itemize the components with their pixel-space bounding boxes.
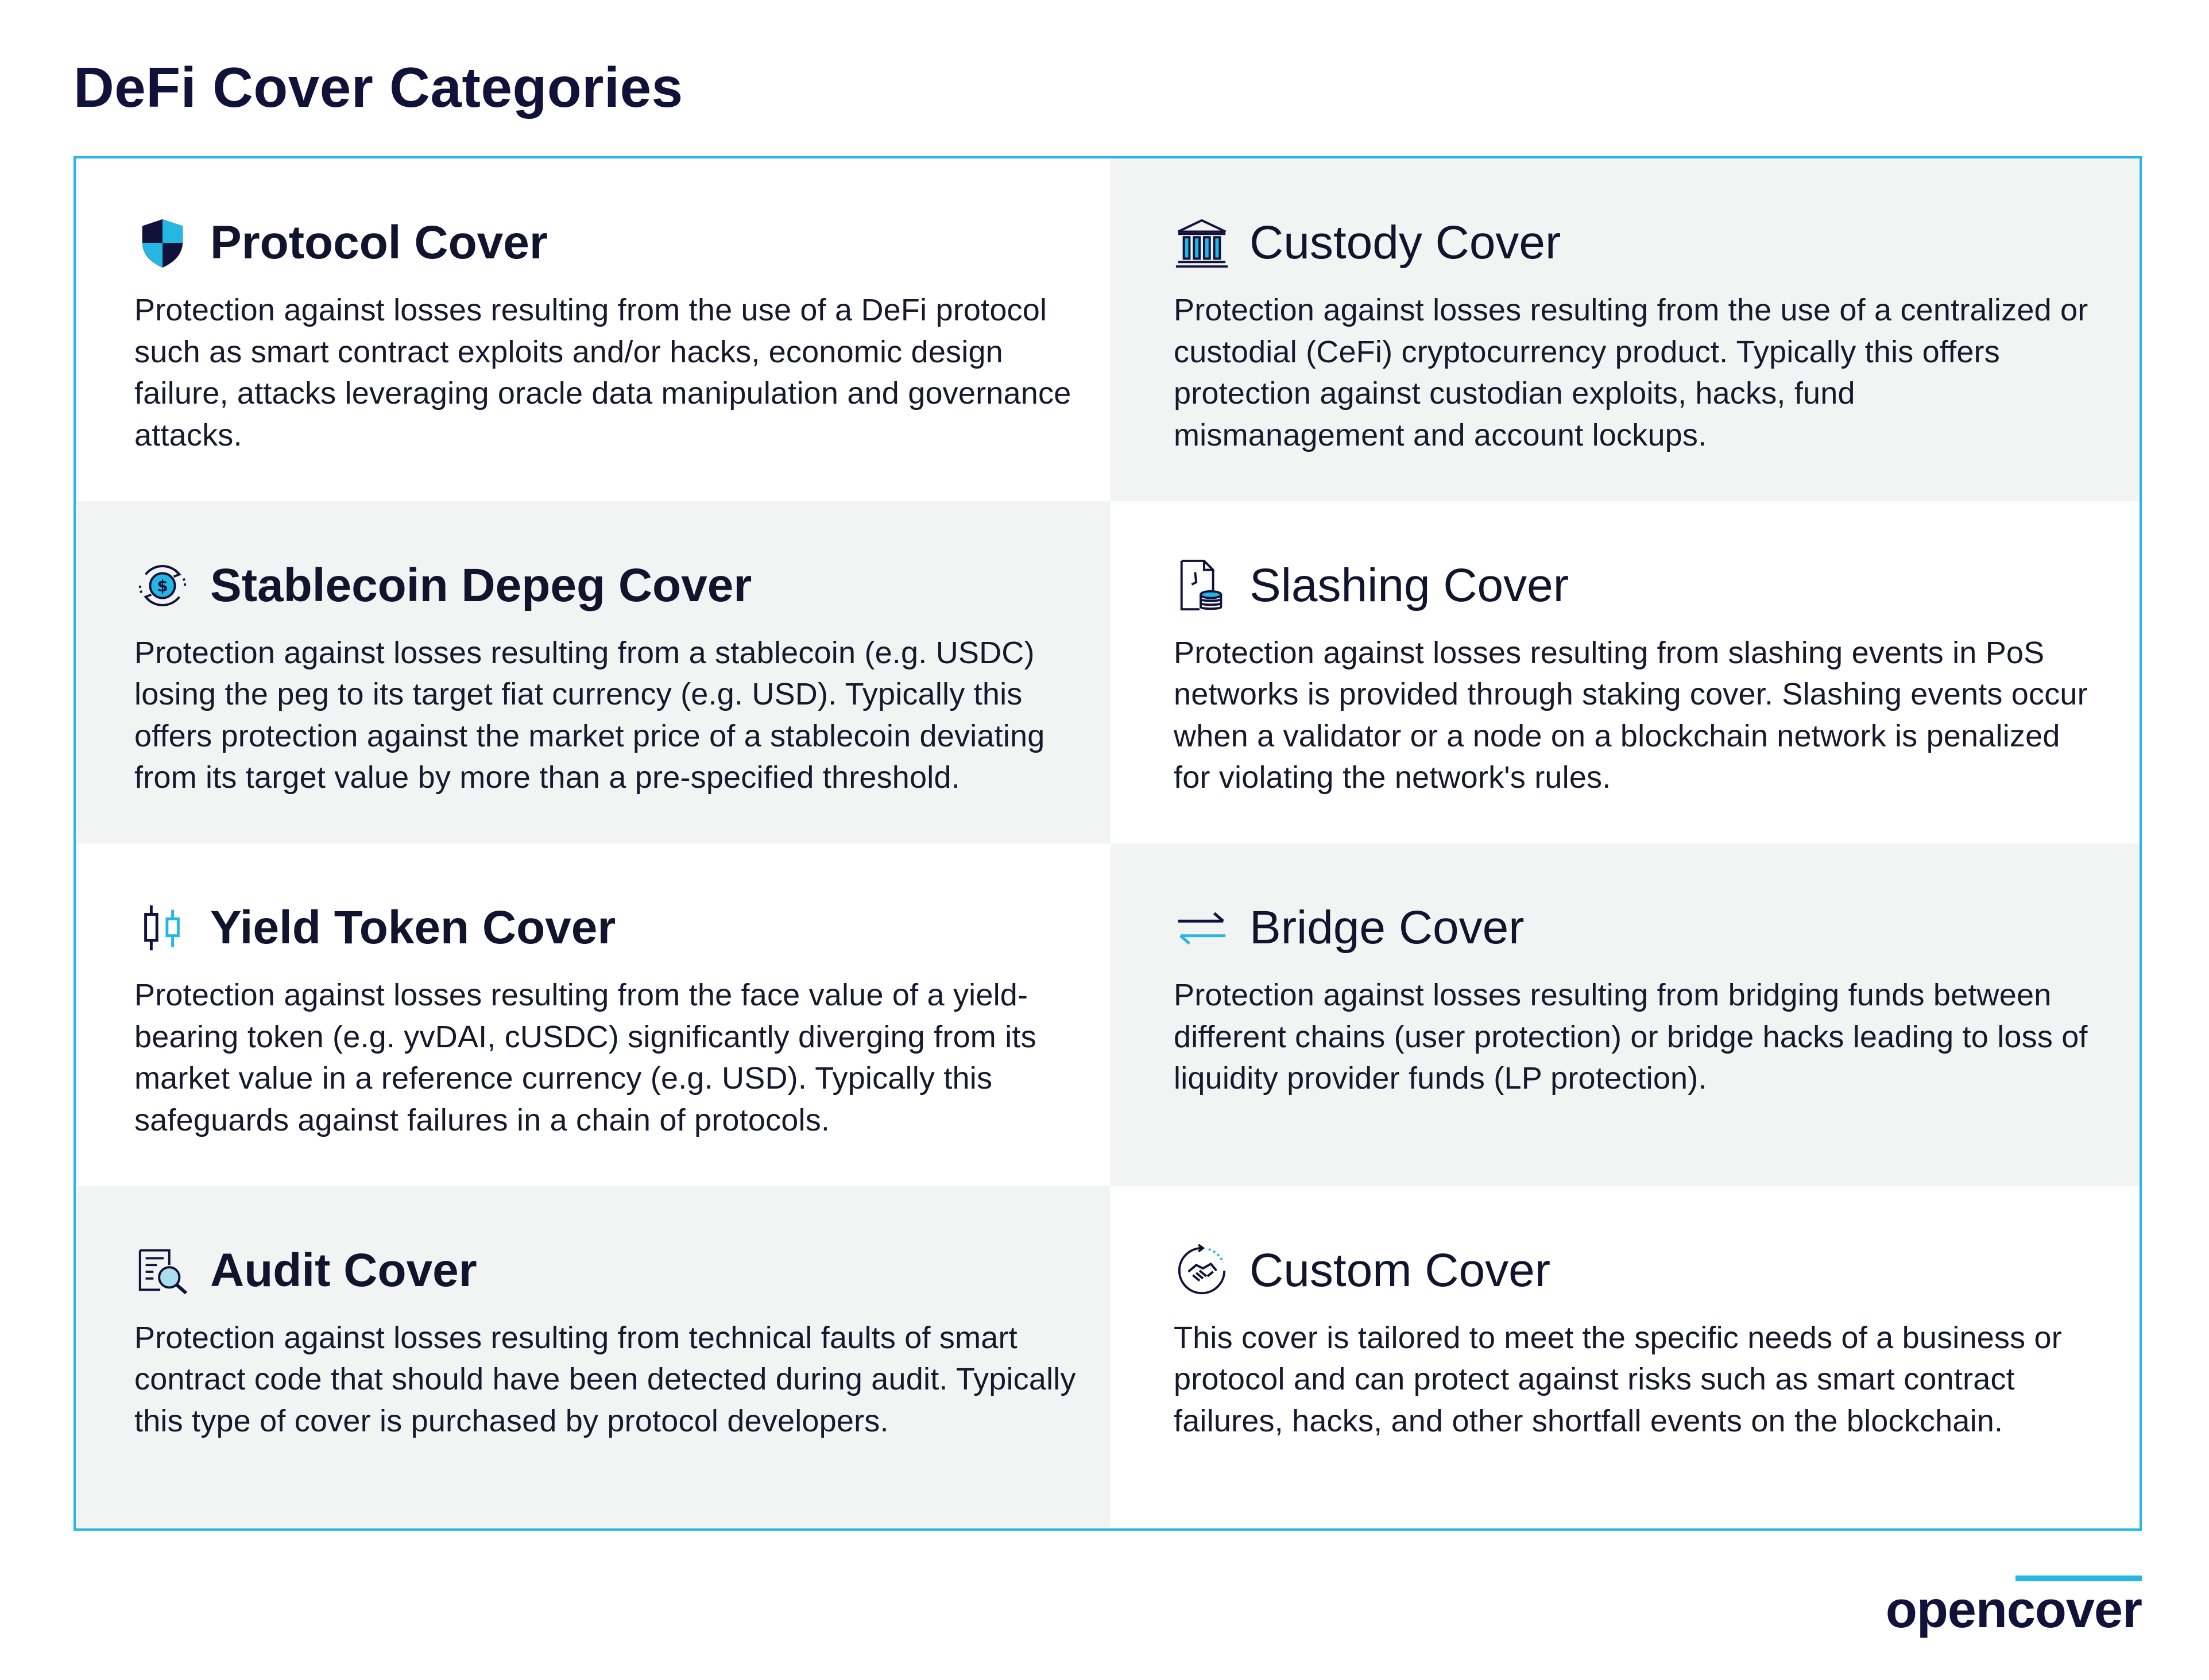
shield-icon xyxy=(134,215,191,271)
category-card-custody xyxy=(1111,158,2140,501)
category-title: Yield Token Cover xyxy=(210,901,616,954)
category-card-protocol xyxy=(76,158,1111,501)
document-coins-icon xyxy=(1174,558,1230,614)
category-description: This cover is tailored to meet the specific needs of a business or protocol and can protect against risks such as smart contract failures, hacks, and other shortfall events on the blockchain. xyxy=(1174,1320,2062,1438)
category-card-slashing xyxy=(1111,501,2140,844)
category-title: Stablecoin Depeg Cover xyxy=(210,559,752,611)
svg-text:$: $ xyxy=(157,577,168,595)
audit-magnifier-icon xyxy=(134,1242,191,1299)
logo-accent-bar xyxy=(2015,1576,2142,1581)
category-title: Custody Cover xyxy=(1249,216,1561,269)
category-title: Audit Cover xyxy=(210,1244,477,1296)
category-card-custom xyxy=(1111,1186,2140,1529)
category-description: Protection against losses resulting from bridging funds between different chains (user protection) or bridge hacks leading to loss of liquidity provider funds (LP protection). xyxy=(1174,978,2088,1096)
category-card-yield-token xyxy=(76,843,1111,1186)
category-title: Slashing Cover xyxy=(1249,559,1569,611)
category-description: Protection against losses resulting from the face value of a yield-bearing token (e.g. yvDAI, cUSDC) significantly diverging from its market value in a reference currency (e.g. USD). Typically this safeguards against failures in a chain of protocols. xyxy=(134,978,1036,1137)
category-title: Protocol Cover xyxy=(210,216,548,269)
category-description: Protection against losses resulting from technical faults of smart contract code that should have been detected during audit. Typically this type of cover is purchased by protocol developers. xyxy=(134,1320,1076,1438)
opencover-logo xyxy=(1885,1576,2142,1644)
dollar-cycle-icon xyxy=(134,558,191,614)
transfer-arrows-icon xyxy=(1174,900,1230,956)
category-card-stablecoin-depeg xyxy=(76,501,1111,844)
category-card-audit xyxy=(76,1186,1111,1529)
page-title: DeFi Cover Categories xyxy=(73,56,683,119)
category-title: Custom Cover xyxy=(1249,1244,1551,1296)
categories-grid xyxy=(73,156,2142,1531)
category-card-bridge xyxy=(1111,843,2140,1186)
category-title: Bridge Cover xyxy=(1249,901,1525,954)
category-description: Protection against losses resulting from the use of a centralized or custodial (CeFi) cryptocurrency product. Typically this offers protection against custodian exploits, hacks, fund mismanagement and account lockups. xyxy=(1174,293,2088,452)
bank-icon xyxy=(1174,215,1230,271)
category-description: Protection against losses resulting from the use of a DeFi protocol such as smart contract exploits and/or hacks, economic design failure, attacks leveraging oracle data manipulation and governance attacks. xyxy=(134,293,1071,452)
logo-text: opencover xyxy=(1885,1581,2142,1639)
category-description: Protection against losses resulting from slashing events in PoS networks is provided through staking cover. Slashing events occur when a validator or a node on a blockchain network is penalized for violating the network's rules. xyxy=(1174,635,2088,795)
candlestick-icon xyxy=(134,900,191,956)
handshake-icon xyxy=(1174,1242,1230,1299)
category-description: Protection against losses resulting from a stablecoin (e.g. USDC) losing the peg to its target fiat currency (e.g. USD). Typically this offers protection against the market price of a stablecoin deviating from its target value by more than a pre-specified threshold. xyxy=(134,635,1045,795)
